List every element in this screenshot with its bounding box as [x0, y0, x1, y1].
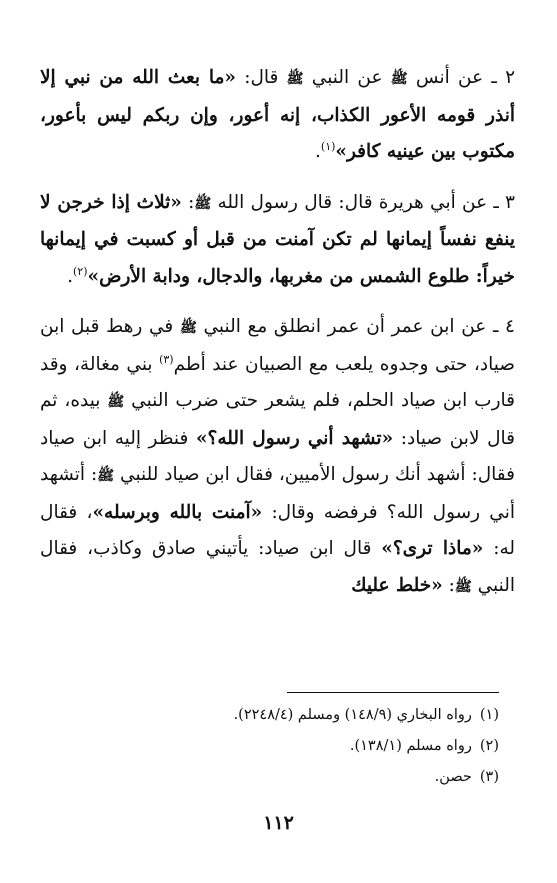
paragraph-text: : أتشهد أني رسول الله؟ فرفضه وقال:: [40, 464, 515, 523]
footnote-ref[interactable]: (٢): [73, 264, 88, 278]
hadith-quote: «ما بعث الله من نبي إلا أنذر قومه الأعور الكذاب، إنه أعور، وإن ربكم ليس بأعور، مكتوب بين عينيه كافر»: [40, 67, 515, 162]
salutation-glyph: ﷺ: [390, 71, 408, 87]
footnote-list: [40, 700, 499, 793]
page-number: ١١٢: [263, 812, 294, 834]
hadith-quote: «ماذا ترى؟»: [381, 538, 484, 559]
paragraph-text: قال:: [236, 67, 287, 88]
paragraph-text: في رهط قبل ابن صياد، حتى وجدوه يلعب مع الصبيان عند أطم: [40, 316, 515, 375]
salutation-glyph: ﷺ: [286, 71, 304, 87]
paragraph-text: :: [188, 191, 195, 213]
paragraph-text: عن النبي: [303, 67, 391, 88]
salutation-glyph: ﷺ: [179, 320, 197, 336]
paragraph-text: :: [442, 574, 455, 596]
paragraph-text: فنظر إليه ابن صياد فقال: أشهد أنك رسول الأميين، فقال ابن صياد للنبي: [40, 427, 515, 485]
salutation-glyph: ﷺ: [194, 195, 212, 212]
paragraph-text: .: [67, 265, 74, 287]
paragraph-text: بني مغالة، وقد قارب ابن صياد الحلم، فلم يشعر حتى ضرب النبي: [40, 353, 516, 411]
footnote-text: رواه مسلم (١٣٨/١).: [349, 738, 472, 754]
paragraph-text: قال ابن صياد: يأتيني صادق وكاذب، فقال النبي: [40, 538, 515, 596]
paragraph-text: ٣ ـ عن أبي هريرة قال: قال رسول الله: [211, 191, 515, 213]
hadith-quote: «خلط عليك: [351, 574, 443, 596]
paragraph-text: ، فقال له:: [40, 501, 515, 559]
footnote-text: رواه البخاري (١٤٨/٩) ومسلم (٢٢٤٨/٤).: [233, 707, 472, 723]
paragraph-text: .: [315, 141, 321, 162]
footnote-number: (٣): [479, 769, 499, 785]
footnote-number: (٢): [479, 738, 499, 754]
hadith-paragraph-2: [40, 60, 515, 171]
salutation-glyph: ﷺ: [454, 578, 472, 595]
footnote-item: [40, 731, 499, 762]
paragraph-text: ٤ ـ عن ابن عمر أن عمر انطلق مع النبي: [196, 316, 515, 337]
footnote-item: [40, 762, 499, 793]
footnote-divider: [287, 692, 499, 693]
footnote-number: (١): [479, 707, 499, 723]
hadith-quote: «تشهد أني رسول الله؟»: [195, 427, 394, 449]
hadith-quote: «ثلاث إذا خرجن لا ينفع نفساً إيمانها لم تكن آمنت من قبل أو كسبت في إيمانها خيراً: طلوع الشمس من مغربها، والدجال، ودابة الأرض»: [40, 191, 515, 287]
paragraph-text: ٢ ـ عن أنس: [407, 67, 515, 88]
salutation-glyph: ﷺ: [107, 394, 125, 410]
footnote-ref[interactable]: (٣): [159, 352, 174, 366]
hadith-paragraph-4: [40, 309, 515, 605]
salutation-glyph: ﷺ: [97, 468, 115, 484]
footnote-text: حصن.: [434, 769, 472, 785]
hadith-paragraph-3: [40, 185, 515, 296]
hadith-quote: «آمنت بالله وبرسله»: [92, 501, 263, 523]
footnote-ref[interactable]: (١): [320, 139, 336, 153]
footnote-item: [40, 700, 499, 731]
paragraph-text: بيده، ثم قال لابن صياد:: [40, 390, 515, 449]
